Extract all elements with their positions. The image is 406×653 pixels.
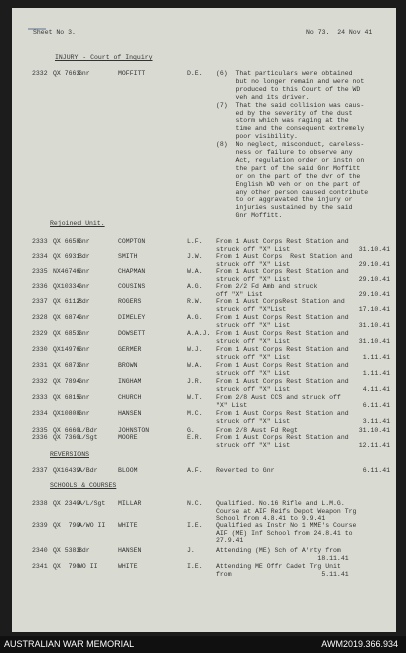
rejoined-rank: L/Bdr [78,427,98,434]
course-detail-line: Attending (ME) Sch of A'rty from [216,547,341,554]
rejoined-detail-line: struck off "X" List [216,245,291,253]
rejoined-detail-line: struck off "X" List [216,275,291,283]
rejoined-rank: Gnr [78,346,90,353]
rejoined-rank: Gnr [78,410,90,417]
rejoined-date: 29.10.41 [358,275,390,283]
rejoined-entry-number: 2331 [32,362,48,369]
rejoined-rank: Gnr [78,378,90,385]
court-finding-line: any other person caused contribute [216,188,369,196]
rejoined-entry-number: 2335 [32,427,48,434]
rejoined-initials: W.J. [187,346,203,353]
rejoined-initials: A.G. [187,283,203,290]
rejoined-detail-line: From 2/8 Aust Fd Regt [216,427,298,434]
rejoined-date: 17.10.41 [358,305,390,313]
course-detail-line: AIF (ME) Inf School from 24.8.41 to [216,529,353,537]
rejoined-rank: Bdr [78,253,90,260]
rejoined-rank: Gnr [78,330,90,337]
injury-rank: Gnr [78,70,90,77]
rejoined-detail-line: From 1 Aust Corps Rest Station and [216,410,349,417]
rejoined-initials: A.G. [187,314,203,321]
reversion-surname: BLOOM [118,467,138,474]
rejoined-rank: Gnr [78,394,90,401]
rejoined-entry-number: 2334 [32,410,48,417]
rejoined-detail-line: From 1 Aust Corps Rest Station and [216,268,349,275]
court-finding-line: or on the part of the dvr of the [216,172,361,180]
course-surname: WHITE [118,563,138,570]
rejoined-initials: R.W. [187,298,203,305]
rejoined-surname: CHURCH [118,394,142,401]
rejoined-detail-line: struck off "X" List [216,260,291,268]
rejoined-service-number: QX14976 [53,346,81,353]
rejoined-detail-line: "X" List [216,401,248,409]
footer-institution: AUSTRALIAN WAR MEMORIAL [4,639,135,649]
reversion-initials: A.F. [187,467,203,474]
rejoined-detail-line: From 1 Aust Corps Rest Station and [216,378,349,385]
rejoined-entry-number: 2336 [32,434,48,441]
rejoined-initials: G. [187,427,195,434]
rejoined-surname: JOHNSTON [118,427,150,434]
sheet-number: Sheet No 3. [33,29,76,36]
course-surname: MILLAR [118,500,142,507]
rejoined-detail-line: struck off "X" List [216,321,291,329]
rejoined-detail-line: From 1 Aust Corps Rest Station and [216,346,349,353]
rejoined-service-number: QX 6931 [53,253,81,260]
rejoined-surname: ROGERS [118,298,142,305]
rejoined-date: 1.11.41 [362,353,390,361]
rejoined-surname: INGHAM [118,378,142,385]
footer-accession-number: AWM2019.366.934 [321,639,398,649]
rejoined-entry-number: 2334 [32,253,48,260]
reversions-heading: REVERSIONS [50,451,90,458]
rejoined-surname: BROWN [118,362,138,369]
court-finding-line: (7) That the said collision was caus- [216,101,365,109]
rejoined-entry-number: 2330 [32,346,48,353]
course-service-number: QX 790 [53,522,81,529]
order-number-date: No 73. 24 Nov 41 [306,29,373,36]
rejoined-detail-line: From 1 Aust Corps Rest Station and [216,362,349,369]
rejoined-detail-line: struck off "X" List [216,337,291,345]
rejoined-initials: J.W. [187,253,203,260]
rejoined-service-number: QX 7360 [53,434,81,441]
rejoined-initials: M.C. [187,410,203,417]
court-finding-line: Gnr Moffitt. [216,212,283,220]
rejoined-surname: HANSEN [118,410,142,417]
rejoined-rank: Bdr [78,298,90,305]
court-finding-line: Act, regulation order or instn on [216,156,365,164]
reversion-detail: Reverted to Gnr [216,467,275,474]
rejoined-detail-line: From 1 Aust Corps Rest Station and [216,253,353,260]
court-finding-line: injuries sustained by the said [216,204,353,212]
course-detail-line: 27.9.41 [216,537,244,545]
rejoined-service-number: QX 6853 [53,330,81,337]
rejoined-service-number: QX10808 [53,410,81,417]
rejoined-initials: L.F. [187,238,203,245]
rejoined-detail-line: struck off "X" List [216,417,291,425]
course-entry-number: 2340 [32,547,48,554]
court-finding-line: (8) No neglect, misconduct, careless- [216,141,365,149]
rejoined-surname: SMITH [118,253,138,260]
rejoined-initials: W.A. [187,362,203,369]
reversion-rank: A/Bdr [78,467,98,474]
course-detail-line: Qualified as Instr No 1 MME's Course [216,522,357,529]
reversion-entry-number: 2337 [32,467,48,474]
court-finding-line: the part of the said Gnr Moffitt [216,164,361,172]
rejoined-initials: E.R. [187,434,203,441]
rejoined-rank: Gnr [78,314,90,321]
rejoined-date: 6.11.41 [362,401,390,409]
rejoined-detail-line: struck off "X" List [216,353,291,361]
rejoined-rank: L/Sgt [78,434,98,441]
rejoined-surname: GERMER [118,346,142,353]
injury-surname: MOFFITT [118,70,146,77]
court-finding-line: but no longer remain and were not [216,77,365,85]
rejoined-surname: DIMELEY [118,314,146,321]
course-detail-line: from 5.11.41 [216,570,349,578]
rejoined-heading: Rejoined Unit. [50,220,105,227]
rejoined-entry-number: 2335 [32,268,48,275]
rejoined-entry-number: 2332 [32,378,48,385]
reversion-date: 6.11.41 [362,467,390,474]
rejoined-date: 29.10.41 [358,290,390,298]
court-finding-line: veh and its driver. [216,93,310,101]
course-initials: J. [187,547,195,554]
rejoined-initials: W.A. [187,268,203,275]
court-finding-line: produced to this Court of the WD [216,85,361,93]
injury-entry-number: 2332 [32,70,48,77]
rejoined-service-number: QX 6660 [53,427,81,434]
course-detail-line: Course at AIF Reifs Depot Weapon Trg [216,507,357,515]
rejoined-date: 29.10.41 [358,260,390,268]
rejoined-detail-line: From 2/8 Aust CCS and struck off [216,394,341,401]
rejoined-detail-line: From 1 Aust Corps Rest Station and [216,330,349,337]
rejoined-service-number: QX 6815 [53,394,81,401]
court-finding-line: time and the consequent extremely [216,125,365,133]
rejoined-rank: Gnr [78,238,90,245]
injury-service-number: QX 7663 [53,70,81,77]
rejoined-date: 31.10.41 [358,245,390,253]
rejoined-detail-line: From 1 Aust Corps Rest Station and [216,434,349,441]
court-finding-line: (6) That particulars were obtained [216,70,353,77]
schools-heading: SCHOOLS & COURSES [50,482,117,489]
rejoined-entry-number: 2333 [32,394,48,401]
rejoined-entry-number: 2333 [32,238,48,245]
rejoined-service-number: QX 6112 [53,298,81,305]
rejoined-date: 12.11.41 [358,441,390,449]
rejoined-surname: CHAPMAN [118,268,146,275]
rejoined-detail-line: From 1 Aust Corps Rest Station and [216,314,349,321]
course-service-number: QX 5383 [53,547,81,554]
rejoined-surname: MOORE [118,434,138,441]
course-detail-line: Attending ME Offr Cadet Trg Unit [216,563,341,570]
rejoined-surname: DOWSETT [118,330,146,337]
injury-heading: INJURY - Court of Inquiry [55,54,153,61]
rejoined-date: 4.11.41 [362,385,390,393]
court-finding-line: English WD veh or on the part of [216,180,361,188]
rejoined-rank: Gnr [78,362,90,369]
rejoined-initials: A.A.J. [187,330,211,337]
course-detail-line: School from 4.8.41 to 9.9.41 [216,515,326,523]
rejoined-entry-number: 2329 [32,330,48,337]
rejoined-detail-line: struck off "X"List [216,305,287,313]
course-rank: A/L/Sgt [78,500,106,507]
rejoined-service-number: NX46746 [53,268,81,275]
rejoined-surname: COMPTON [118,238,146,245]
course-surname: HANSEN [118,547,142,554]
course-surname: WHITE [118,522,138,529]
rejoined-date: 1.11.41 [362,369,390,377]
footer-bar [0,636,406,653]
course-initials: I.E. [187,522,203,529]
rejoined-detail-line: off "X" List [216,290,263,298]
rejoined-date: 31.10.41 [358,427,390,434]
course-entry-number: 2339 [32,522,48,529]
rejoined-service-number: QX10334 [53,283,81,290]
rejoined-detail-line: struck off "X" List [216,369,291,377]
rejoined-service-number: QX 7894 [53,378,81,385]
course-detail-line: 18.11.41 [216,554,349,562]
rejoined-entry-number: 2337 [32,298,48,305]
court-finding-line: ed by the severity of the dust [216,109,353,117]
rejoined-detail-line: From 2/2 Fd Amb and struck [216,283,318,290]
rejoined-date: 31.10.41 [358,321,390,329]
course-initials: I.E. [187,563,203,570]
course-entry-number: 2341 [32,563,48,570]
court-finding-line: ness or failure to observe any [216,149,353,156]
course-rank: Bdr [78,547,90,554]
rejoined-rank: Gnr [78,283,90,290]
rejoined-initials: J.R. [187,378,203,385]
course-rank: A/WO II [78,522,106,529]
rejoined-surname: COUSINS [118,283,146,290]
rejoined-detail-line: struck off "X" List [216,441,291,449]
rejoined-entry-number: 2336 [32,283,48,290]
course-detail-line: Qualified. No.16 Rifle and L.M.G. [216,500,345,507]
course-service-number: QX 790 [53,563,81,570]
rejoined-date: 31.10.41 [358,337,390,345]
rejoined-entry-number: 2328 [32,314,48,321]
injury-initials: D.E. [187,70,203,77]
course-initials: N.C. [187,500,203,507]
court-finding-line: poor visibility. [216,133,298,141]
reversion-service-number: QX16439 [53,467,81,474]
rejoined-detail-line: struck off "X" List [216,385,291,393]
rejoined-rank: Gnr [78,268,90,275]
rejoined-service-number: QX 6658 [53,238,81,245]
course-rank: WO II [78,563,98,570]
rejoined-detail-line: From 1 Aust Corps Rest Station and [216,238,349,245]
rejoined-initials: W.T. [187,394,203,401]
court-finding-line: to or aggravated the injury or [216,196,353,204]
rejoined-service-number: QX 6873 [53,362,81,369]
rejoined-date: 3.11.41 [362,417,390,425]
court-finding-line: storm which was raging at the [216,117,349,125]
course-entry-number: 2338 [32,500,48,507]
rejoined-service-number: QX 6874 [53,314,81,321]
rejoined-detail-line: From 1 Aust CorpsRest Station and [216,298,345,305]
course-service-number: QX 2340 [53,500,81,507]
